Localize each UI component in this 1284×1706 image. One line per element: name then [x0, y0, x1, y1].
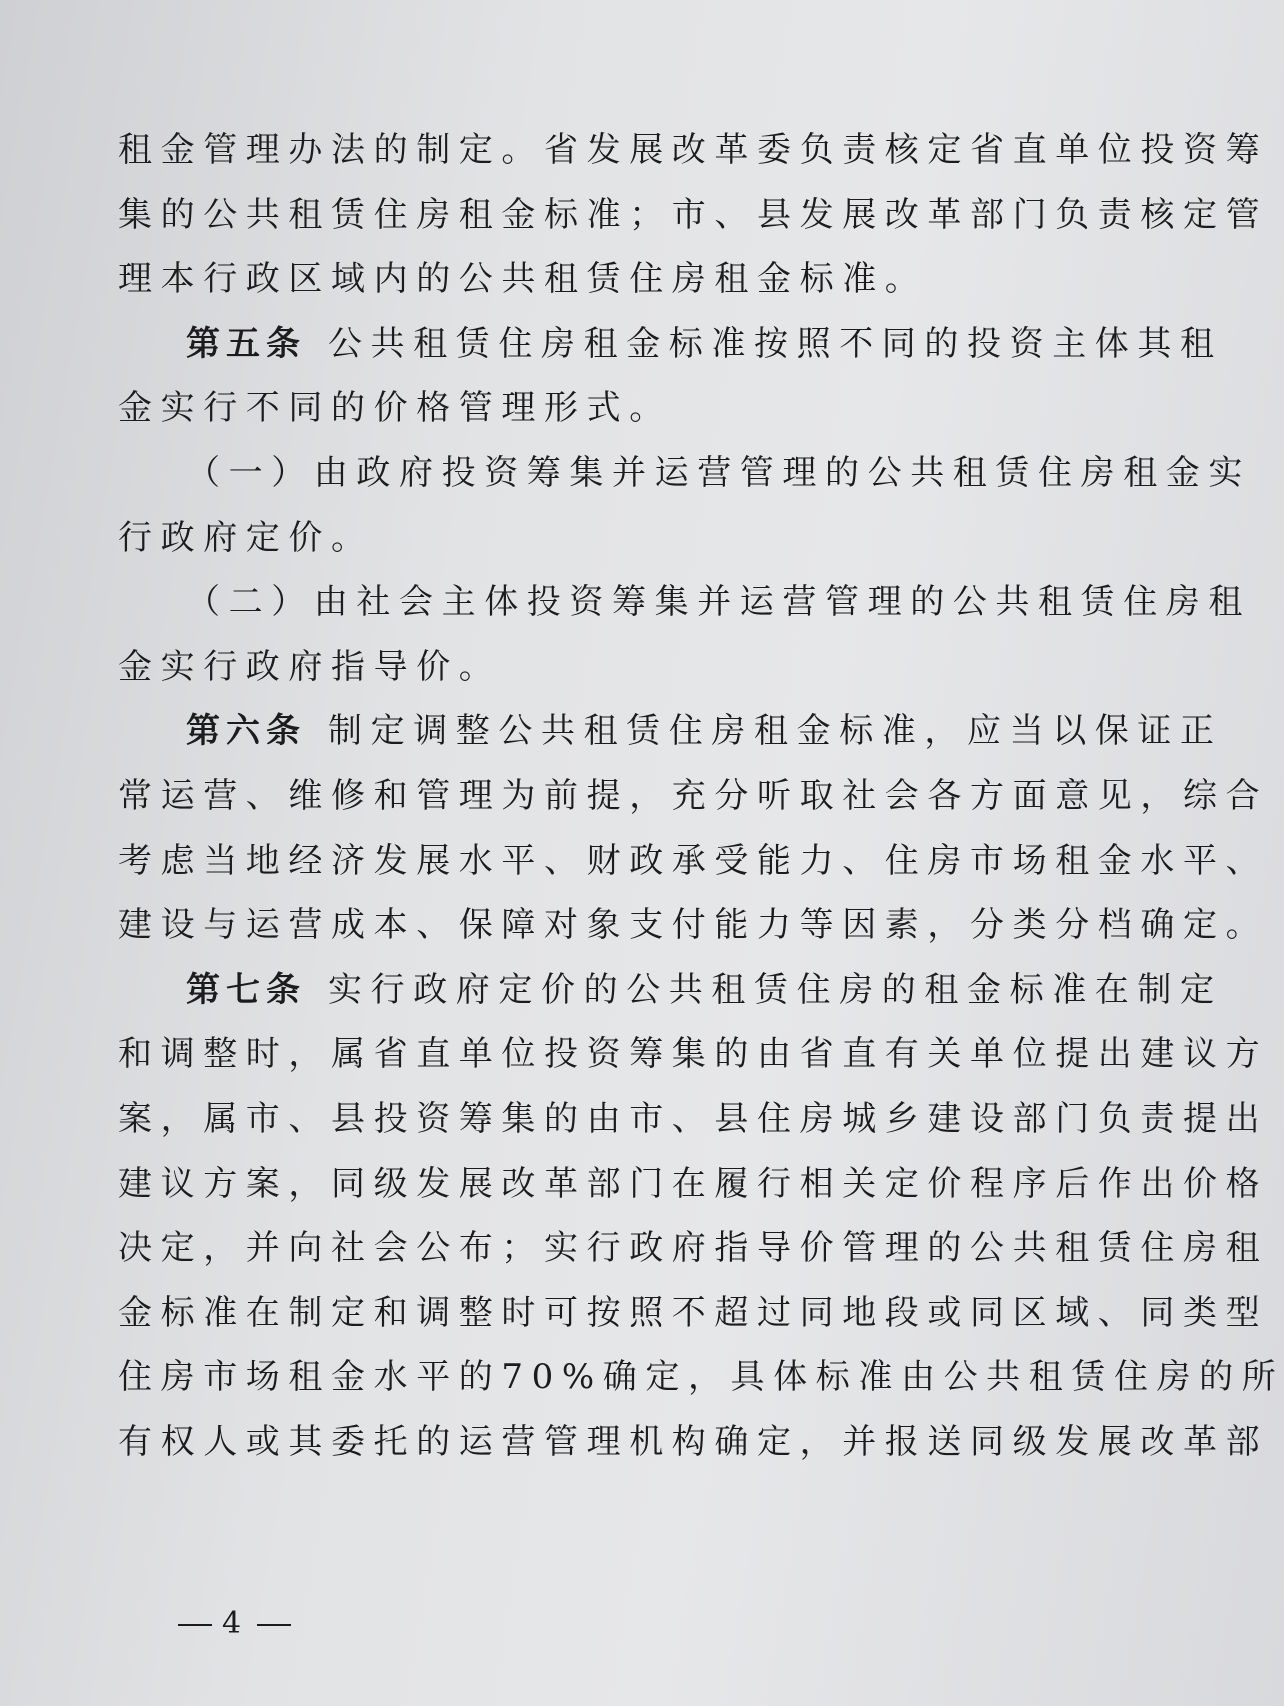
line-text: 案，属市、县投资筹集的由市、县住房城乡建设部门负责提出 [118, 1098, 1269, 1139]
text-line [118, 1345, 1284, 1410]
text-line [118, 183, 1269, 248]
article-label: 第五条 [186, 323, 306, 364]
page-number-left-dash [178, 1624, 212, 1626]
text-line [118, 118, 1269, 183]
text-line [118, 764, 1269, 829]
document-body [118, 118, 1284, 1474]
text-line [118, 635, 1118, 700]
text-line [118, 570, 1251, 635]
article-first-line [118, 699, 1223, 764]
page-number [168, 1606, 301, 1641]
line-text: （一）由政府投资筹集并运营管理的公共租赁住房租金实 [186, 452, 1251, 493]
line-text: 建议方案，同级发展改革部门在履行相关定价程序后作出价格 [118, 1163, 1269, 1204]
line-text: 有权人或其委托的运营管理机构确定，并报送同级发展改革部 [118, 1421, 1269, 1462]
article-first-line [118, 958, 1223, 1023]
line-text: 决定，并向社会公布；实行政府指导价管理的公共租赁住房租 [118, 1228, 1269, 1269]
page-number-right-dash [257, 1624, 291, 1626]
line-text: 集的公共租赁住房租金标准；市、县发展改革部门负责核定管 [118, 194, 1269, 235]
line-text: 考虑当地经济发展水平、财政承受能力、住房市场租金水平、 [118, 840, 1269, 881]
line-text: 常运营、维修和管理为前提，充分听取社会各方面意见，综合 [118, 775, 1269, 816]
line-text: 金实行政府指导价。 [118, 646, 502, 687]
text-line [118, 893, 1269, 958]
text-line [118, 829, 1269, 894]
line-text: 金实行不同的价格管理形式。 [118, 388, 672, 429]
line-text: 金标准在制定和调整时可按照不超过同地段或同区域、同类型 [118, 1292, 1269, 1333]
article-first-line [118, 312, 1223, 377]
text-line [118, 1022, 1269, 1087]
text-line [118, 506, 1118, 571]
text-line [118, 1152, 1269, 1217]
text-line [118, 441, 1251, 506]
text-line [118, 1087, 1269, 1152]
line-text: 实行政府定价的公共租赁住房的租金标准在制定 [328, 969, 1223, 1010]
text-line [118, 1281, 1269, 1346]
text-line [118, 1216, 1269, 1281]
line-text: 制定调整公共租赁住房租金标准，应当以保证正 [328, 711, 1223, 752]
line-text: 租金管理办法的制定。省发展改革委负责核定省直单位投资筹 [118, 130, 1269, 170]
page-number-value: 4 [222, 1606, 248, 1641]
text-line [118, 247, 1118, 312]
line-text: 建设与运营成本、保障对象支付能力等因素，分类分档确定。 [118, 905, 1269, 946]
line-text: 理本行政区域内的公共租赁住房租金标准。 [118, 259, 928, 300]
line-text: （二）由社会主体投资筹集并运营管理的公共租赁住房租 [186, 582, 1251, 623]
line-text: 公共租赁住房租金标准按照不同的投资主体其租 [328, 323, 1223, 364]
text-line [118, 1410, 1269, 1475]
line-text: 行政府定价。 [118, 517, 374, 558]
article-label: 第七条 [186, 969, 306, 1010]
article-label: 第六条 [186, 711, 306, 752]
text-line [118, 376, 1118, 441]
line-text: 和调整时，属省直单位投资筹集的由省直有关单位提出建议方 [118, 1034, 1269, 1075]
line-text: 住房市场租金水平的70%确定，具体标准由公共租赁住房的所 [118, 1357, 1284, 1398]
